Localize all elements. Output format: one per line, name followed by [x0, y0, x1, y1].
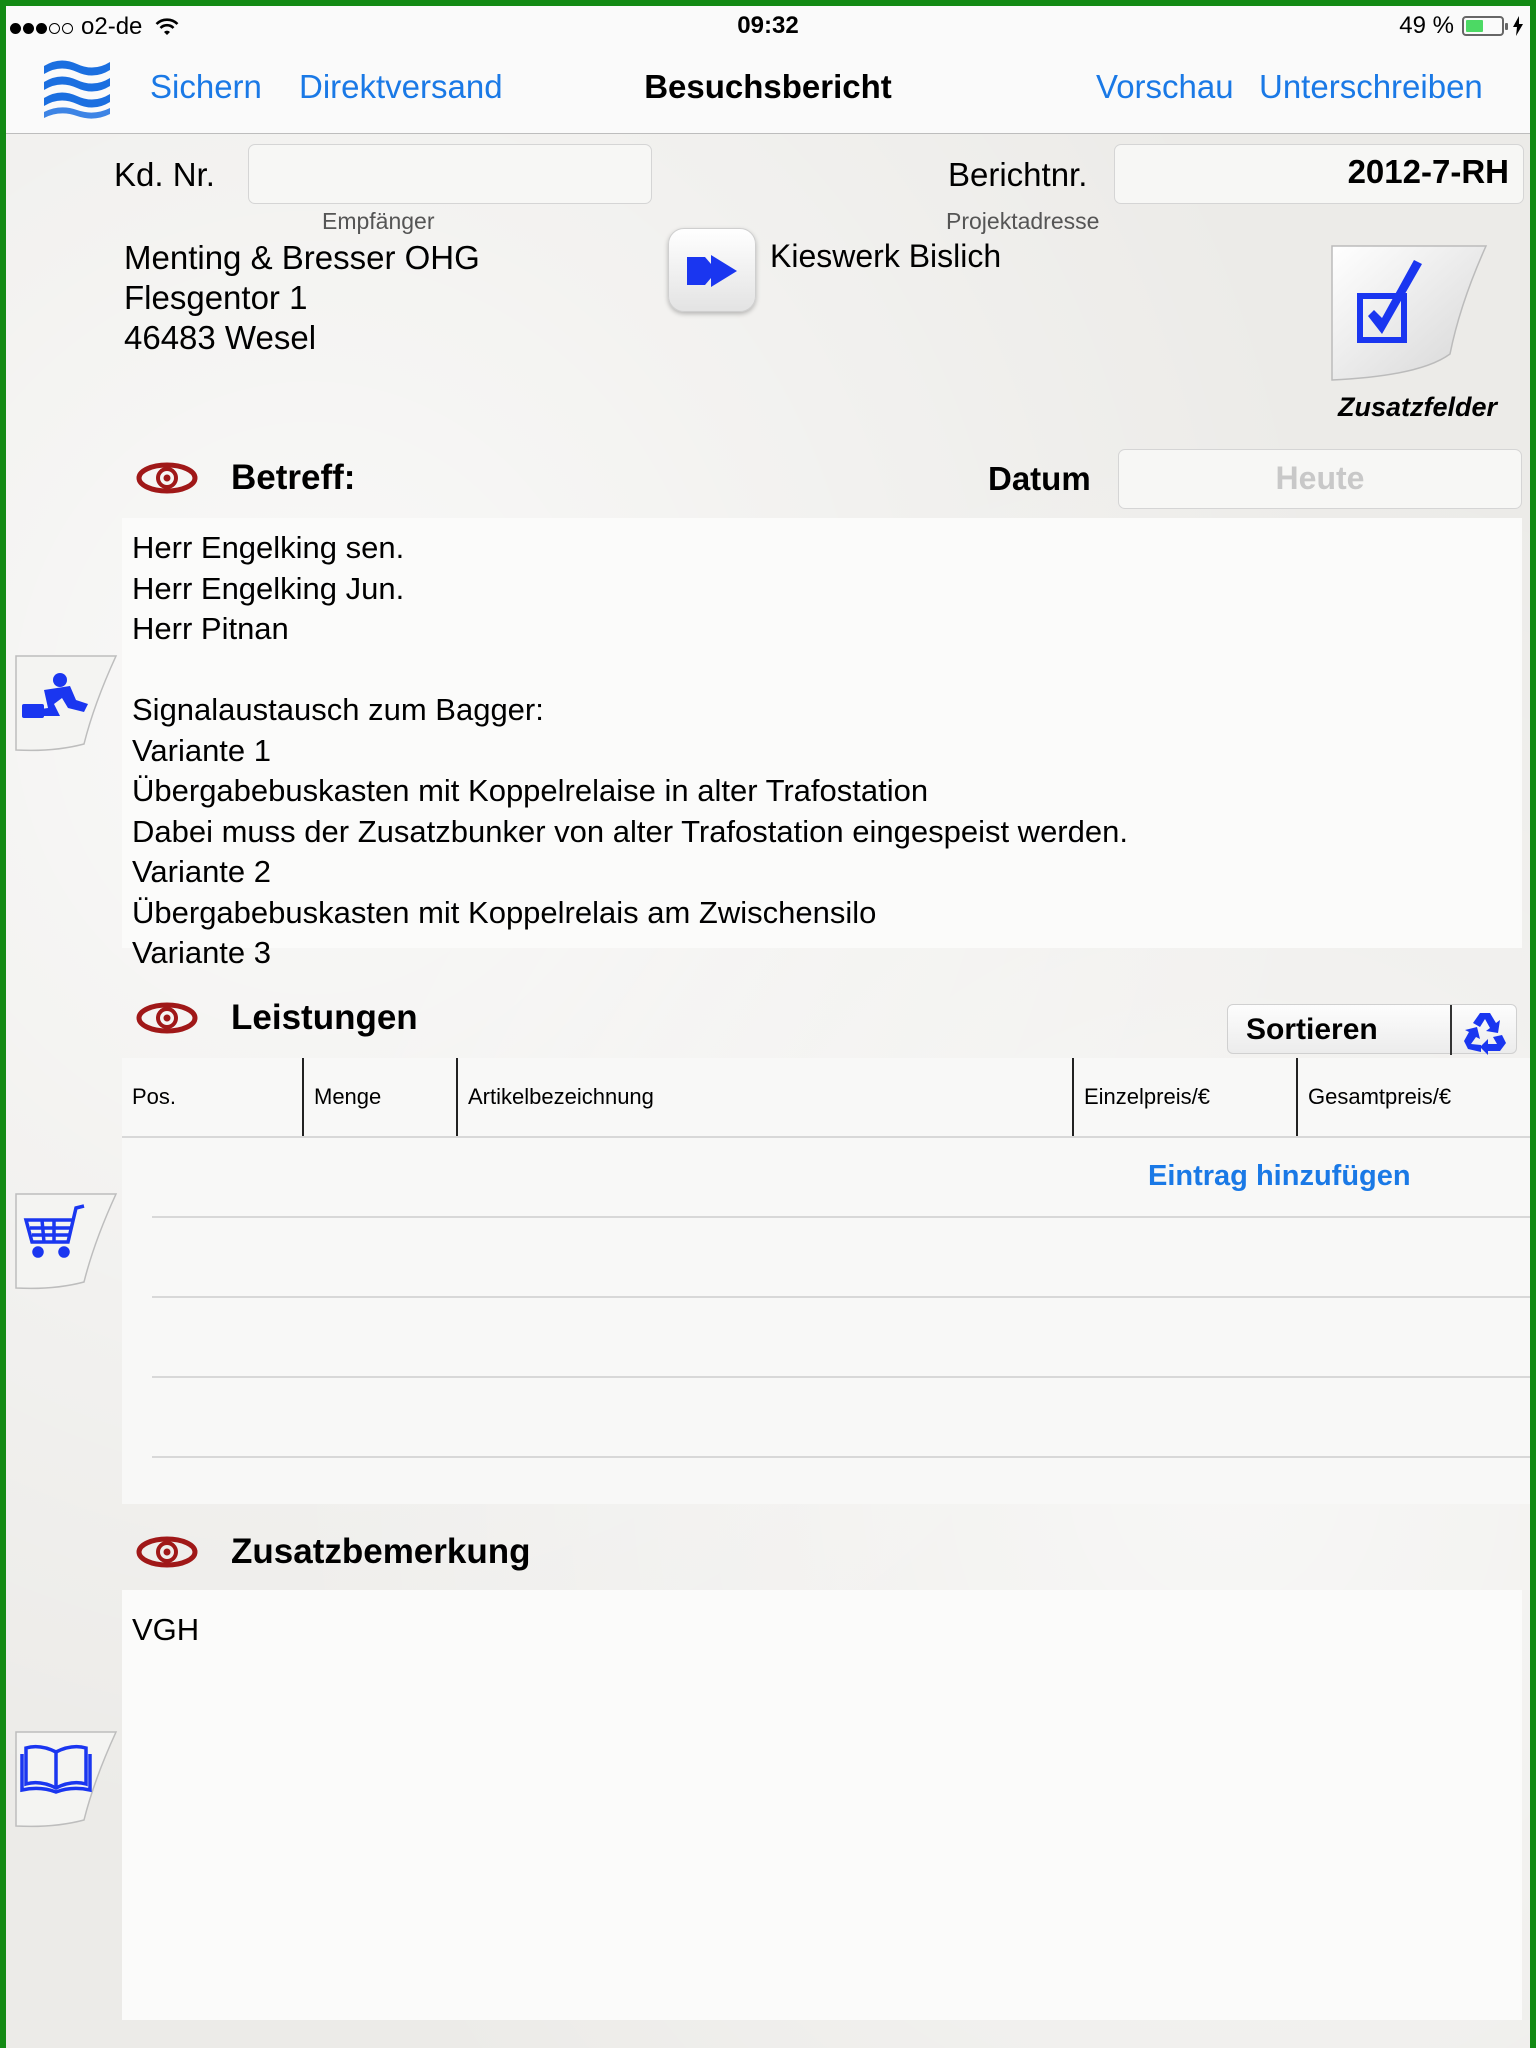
- recipient-label: Empfänger: [322, 208, 435, 234]
- visibility-eye-icon[interactable]: [136, 1000, 198, 1036]
- charging-bolt-icon: [1512, 16, 1524, 36]
- recipient-line: 46483 Wesel: [124, 319, 317, 356]
- clock: 09:32: [737, 12, 799, 39]
- report-number-label: Berichtnr.: [948, 156, 1088, 193]
- direct-send-button[interactable]: Direktversand: [299, 68, 503, 105]
- table-row[interactable]: [152, 1216, 1530, 1218]
- save-button[interactable]: Sichern: [150, 68, 262, 105]
- recipient-line: Flesgentor 1: [124, 279, 308, 316]
- battery-icon: [1462, 16, 1504, 36]
- remarks-text-area[interactable]: [122, 1590, 1522, 2020]
- project-address-value[interactable]: Kieswerk Bislich: [770, 238, 1002, 274]
- report-number-value: 2012-7-RH: [1347, 153, 1509, 190]
- subject-text-area[interactable]: [122, 518, 1522, 970]
- project-address-label: Projektadresse: [946, 208, 1100, 234]
- visibility-eye-icon[interactable]: [136, 1534, 198, 1570]
- page-title: Besuchsbericht: [644, 68, 892, 105]
- date-placeholder: Heute: [1275, 460, 1365, 496]
- customer-number-field[interactable]: [248, 144, 652, 204]
- subject-label: Betreff:: [231, 458, 356, 497]
- column-header: Pos.: [132, 1084, 177, 1109]
- remarks-label: Zusatzbemerkung: [231, 1532, 531, 1571]
- recipient-address[interactable]: [124, 238, 480, 358]
- catalog-tab[interactable]: [14, 1730, 118, 1828]
- battery-percent: 49 %: [1399, 12, 1454, 39]
- recycle-icon: [1460, 1009, 1510, 1053]
- date-label: Datum: [988, 460, 1091, 497]
- extra-fields-label: Zusatzfelder: [1338, 392, 1498, 422]
- navigation-bar: [6, 44, 1530, 134]
- column-header: Artikelbezeichnung: [468, 1084, 654, 1109]
- subject-text: Herr Engelking sen. Herr Engelking Jun. Herr Pitnan Signalaustausch zum Bagger: Variante 1 Übergabebuskasten mit Koppelrelaise in alter Trafostation Dabei muss der Zusatzbunker von alter Trafostation eingespeist werden. Variante 2 Übergabebuskasten mit Koppelrelais am Zwischensilo Variante 3: [132, 530, 1128, 970]
- column-header: Einzelpreis/€: [1084, 1084, 1210, 1109]
- carrier-name: o2-de: [81, 13, 143, 40]
- services-table: [122, 1058, 1530, 1504]
- wifi-icon: [154, 17, 180, 37]
- table-row[interactable]: [152, 1296, 1530, 1298]
- sign-button[interactable]: Unterschreiben: [1259, 68, 1483, 105]
- preview-button[interactable]: Vorschau: [1096, 68, 1234, 105]
- date-field[interactable]: [1118, 449, 1522, 509]
- sort-button[interactable]: [1227, 1004, 1517, 1054]
- table-row[interactable]: [152, 1376, 1530, 1378]
- visibility-eye-icon[interactable]: [136, 460, 198, 496]
- arrow-right-icon: [683, 249, 743, 293]
- extra-fields-button[interactable]: [1330, 244, 1490, 384]
- worker-tab[interactable]: [14, 654, 118, 752]
- column-header: Menge: [314, 1084, 382, 1109]
- add-entry-button[interactable]: Eintrag hinzufügen: [1148, 1160, 1411, 1192]
- report-number-field[interactable]: [1114, 144, 1524, 204]
- table-row[interactable]: [152, 1456, 1530, 1458]
- remarks-text: VGH: [132, 1612, 200, 1647]
- status-bar: [6, 6, 1530, 44]
- signal-strength-icon: [10, 13, 75, 41]
- recipient-line: Menting & Bresser OHG: [124, 239, 480, 276]
- transfer-address-button[interactable]: [668, 228, 756, 312]
- customer-number-label: Kd. Nr.: [114, 156, 215, 193]
- cart-tab[interactable]: [14, 1192, 118, 1290]
- column-header: Gesamtpreis/€: [1308, 1084, 1452, 1109]
- services-label: Leistungen: [231, 998, 418, 1037]
- sort-label: Sortieren: [1246, 1013, 1378, 1046]
